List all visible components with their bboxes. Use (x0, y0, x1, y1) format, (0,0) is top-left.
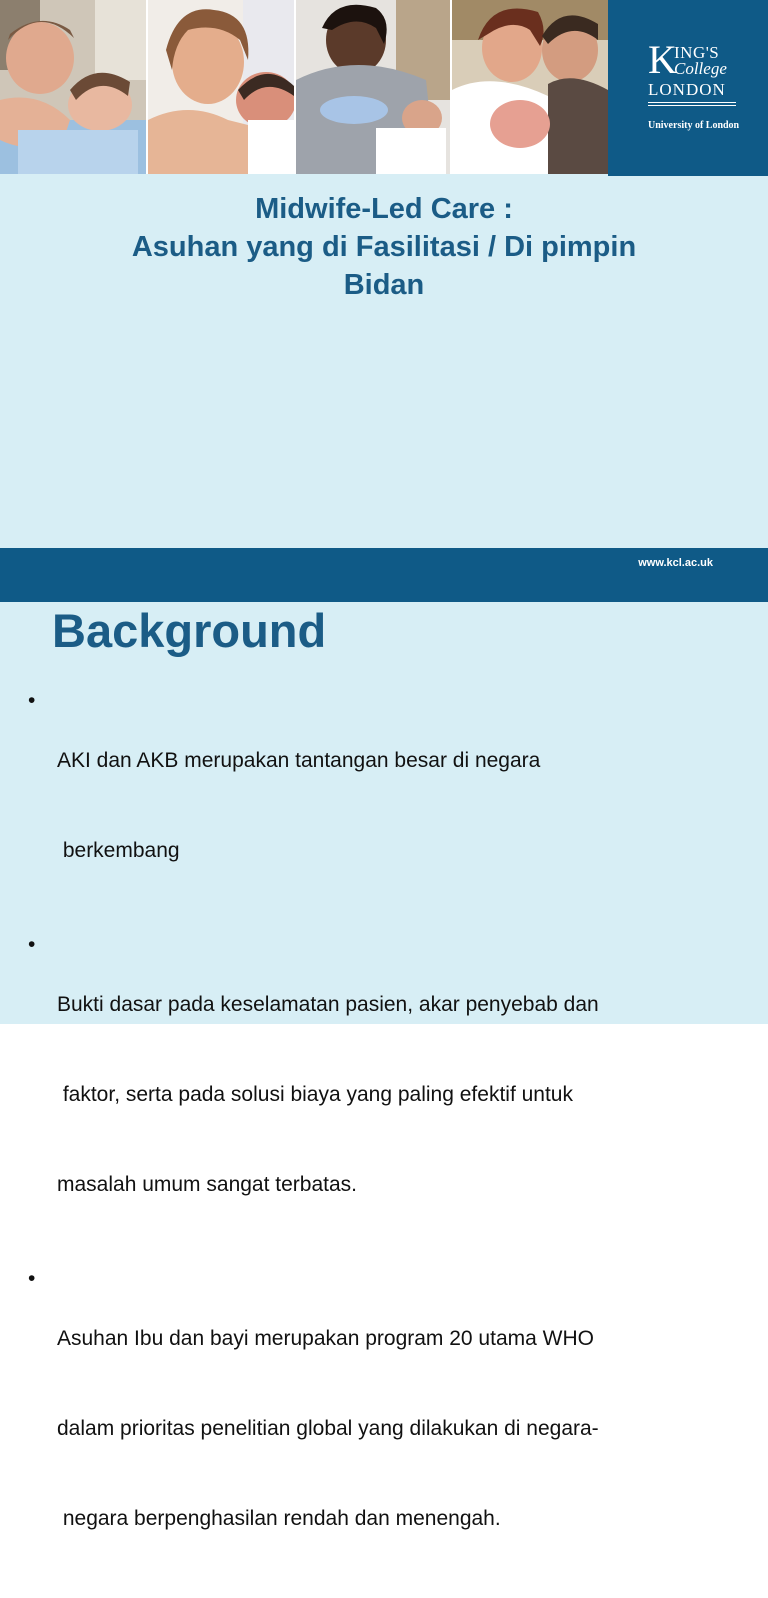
slide-title-line: Midwife-Led Care : (255, 193, 513, 225)
kcl-logo-college: College (674, 59, 727, 78)
bullet-text (57, 686, 738, 926)
footer-url[interactable]: www.kcl.ac.uk (638, 557, 713, 569)
bullet-text (57, 1264, 738, 1594)
kcl-logo-ings: ING'S (674, 43, 720, 62)
bullet-line: faktor, serta pada solusi biaya yang paling efektif untuk (57, 1083, 573, 1106)
bullet-item (28, 686, 738, 926)
bullet-text (57, 930, 738, 1260)
photo-smiling-mother-baby (294, 0, 450, 174)
bullet-item (28, 1264, 738, 1594)
background-slide (0, 602, 768, 1530)
bullet-dot-icon: • (28, 933, 36, 956)
bullet-line: berkembang (57, 839, 180, 862)
kcl-logo-rule (648, 102, 736, 106)
bullet-item (28, 930, 738, 1260)
bullet-list (28, 686, 738, 1598)
slide-title (0, 190, 768, 304)
slide-title-line: Asuhan yang di Fasilitasi / Di pimpin (131, 231, 637, 263)
photo-mother-newborn (146, 0, 294, 174)
bullet-line: dalam prioritas penelitian global yang dilakukan di negara- (57, 1417, 599, 1440)
kcl-logo-k: K (648, 37, 677, 82)
kcl-logo-london: LONDON (648, 80, 726, 99)
footer-bar (0, 548, 768, 602)
bullet-dot-icon: • (28, 1267, 36, 1290)
bullet-line: negara berpenghasilan rendah dan menengah. (57, 1507, 501, 1530)
title-slide (0, 0, 768, 548)
bullet-line: AKI dan AKB merupakan tantangan besar di negara (57, 749, 541, 772)
bullet-line: Bukti dasar pada keselamatan pasien, akar penyebab dan (57, 993, 599, 1016)
photo-strip (0, 0, 608, 174)
bullet-dot-icon: • (28, 689, 36, 712)
photo-couple-newborn (450, 0, 608, 174)
kcl-logo-panel (608, 0, 768, 176)
kcl-university-label: University of London (648, 120, 740, 131)
background-heading: Background (52, 604, 327, 657)
photo-father-mother-baby (0, 0, 146, 174)
bullet-line: Asuhan Ibu dan bayi merupakan program 20 utama WHO (57, 1327, 594, 1350)
slide-title-line: Bidan (343, 269, 425, 301)
bullet-line: masalah umum sangat terbatas. (57, 1173, 357, 1196)
